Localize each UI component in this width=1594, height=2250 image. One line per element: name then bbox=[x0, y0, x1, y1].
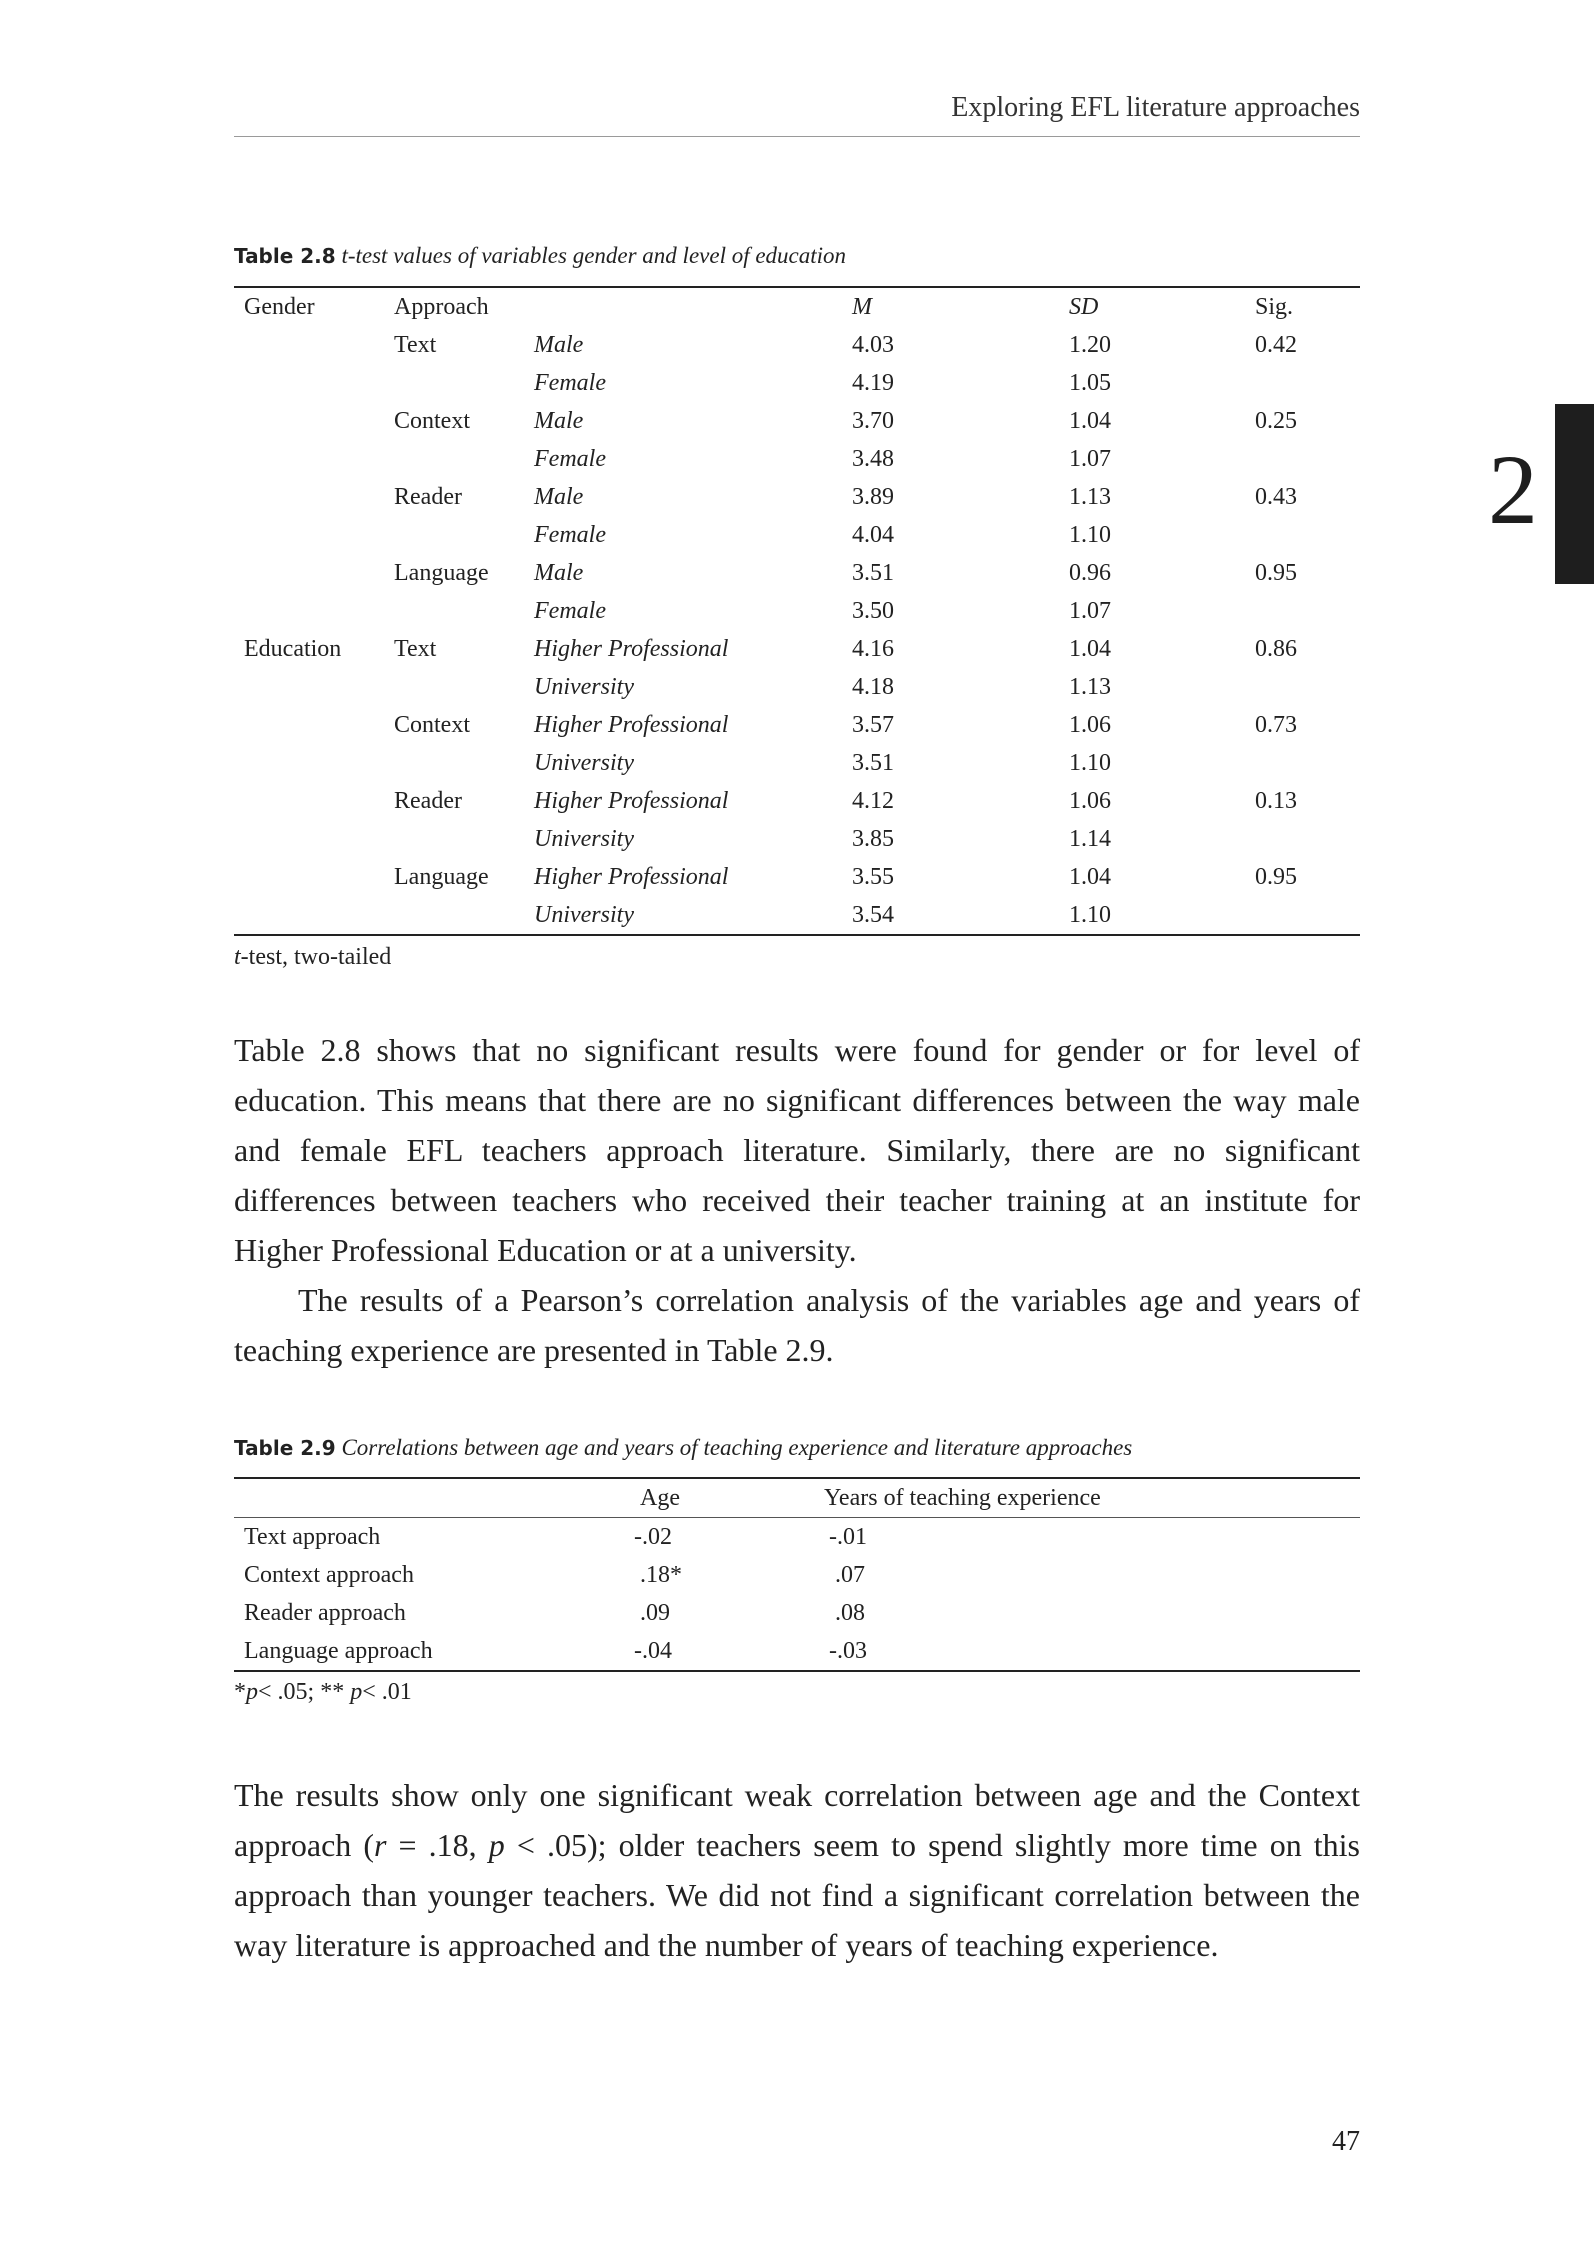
table-row bbox=[234, 1594, 1360, 1632]
paragraph-3-r: r bbox=[374, 1827, 387, 1863]
cell-sig bbox=[1245, 668, 1360, 706]
table-row bbox=[234, 782, 1360, 820]
table-2-9-label: Table 2.9 bbox=[234, 1436, 336, 1460]
cell-sig: 0.73 bbox=[1255, 711, 1297, 738]
cell-years: -.01 bbox=[829, 1523, 867, 1550]
paragraph-3-part-1: The results show only one significant weak correlation between age and the Context approach ( bbox=[234, 1777, 1360, 1863]
cell-level: Female bbox=[534, 445, 606, 472]
cell-mean: 3.85 bbox=[852, 825, 894, 852]
cell-sig bbox=[1245, 896, 1360, 935]
cell-mean: 4.16 bbox=[852, 635, 894, 662]
cell-level: Higher Professional bbox=[534, 863, 729, 890]
note-star: * bbox=[234, 1679, 246, 1705]
cell-sig: 0.95 bbox=[1255, 863, 1297, 890]
cell-sd: 1.10 bbox=[1069, 901, 1111, 928]
table-row bbox=[234, 668, 1360, 706]
cell-approach: Language bbox=[394, 863, 489, 890]
cell-sd: 1.13 bbox=[1069, 673, 1111, 700]
cell-mean: 3.51 bbox=[852, 749, 894, 776]
note-text: -test, two-tailed bbox=[240, 944, 392, 970]
cell-approach bbox=[384, 896, 524, 935]
cell-group bbox=[234, 782, 384, 820]
cell-level: Male bbox=[534, 483, 584, 510]
cell-sd: 1.04 bbox=[1069, 407, 1111, 434]
cell-mean: 3.48 bbox=[852, 445, 894, 472]
cell-approach: Text bbox=[394, 635, 437, 662]
header-mean: M bbox=[852, 293, 872, 320]
table-row bbox=[234, 630, 1360, 668]
cell-sd: 1.07 bbox=[1069, 445, 1111, 472]
header-sig: Sig. bbox=[1255, 293, 1294, 320]
cell-mean: 3.50 bbox=[852, 597, 894, 624]
chapter-tab bbox=[1555, 404, 1594, 584]
cell-group bbox=[234, 820, 384, 858]
table-2-8-note bbox=[234, 944, 391, 971]
cell-sd: 1.10 bbox=[1069, 521, 1111, 548]
cell-mean: 3.89 bbox=[852, 483, 894, 510]
table-row bbox=[234, 402, 1360, 440]
cell-group bbox=[234, 896, 384, 935]
header-group: Gender bbox=[244, 293, 315, 320]
table-2-9-note bbox=[234, 1679, 412, 1706]
table-row bbox=[234, 516, 1360, 554]
paragraph-3-part-3: < .05); older teachers seem to spend slightly more time on this approach than younger teachers. We did not find a significant correlation between the way literature is approached and the number of years of teaching experience. bbox=[234, 1827, 1360, 1963]
header-approach: Approach bbox=[394, 293, 489, 320]
cell-sd: 1.10 bbox=[1069, 749, 1111, 776]
cell-group bbox=[234, 554, 384, 592]
cell-mean: 4.19 bbox=[852, 369, 894, 396]
header-rule bbox=[234, 136, 1360, 137]
table-row bbox=[234, 744, 1360, 782]
cell-mean: 3.55 bbox=[852, 863, 894, 890]
cell-group bbox=[234, 402, 384, 440]
cell-sd: 1.06 bbox=[1069, 711, 1111, 738]
cell-approach bbox=[384, 820, 524, 858]
cell-sig: 0.86 bbox=[1255, 635, 1297, 662]
table-2-8-label: Table 2.8 bbox=[234, 244, 336, 268]
cell-approach bbox=[384, 440, 524, 478]
cell-approach: Context bbox=[394, 407, 470, 434]
cell-level: Female bbox=[534, 597, 606, 624]
table-2-8-caption bbox=[234, 243, 846, 269]
cell-years: .07 bbox=[835, 1561, 865, 1588]
cell-sig: 0.25 bbox=[1255, 407, 1297, 434]
cell-sd: 1.06 bbox=[1069, 787, 1111, 814]
cell-level: University bbox=[534, 825, 634, 852]
cell-age: .18* bbox=[640, 1561, 682, 1588]
header-level bbox=[524, 287, 842, 326]
note-p2: p bbox=[350, 1679, 363, 1705]
cell-sig bbox=[1245, 592, 1360, 630]
cell-age: -.02 bbox=[634, 1523, 672, 1550]
cell-sig: 0.13 bbox=[1255, 787, 1297, 814]
cell-group bbox=[234, 326, 384, 364]
paragraph-2: The results of a Pearson’s correlation analysis of the variables age and years of teaching experience are presented in Table 2.9. bbox=[234, 1282, 1360, 1368]
cell-mean: 3.51 bbox=[852, 559, 894, 586]
cell-approach bbox=[384, 364, 524, 402]
table-2-9-body bbox=[234, 1518, 1360, 1672]
cell-sig: 0.43 bbox=[1255, 483, 1297, 510]
cell-level: University bbox=[534, 901, 634, 928]
table-row bbox=[234, 1632, 1360, 1671]
cell-sd: 0.96 bbox=[1069, 559, 1111, 586]
cell-level: University bbox=[534, 673, 634, 700]
paragraph-3-p: p bbox=[488, 1827, 505, 1863]
note-t2: < .01 bbox=[362, 1679, 412, 1705]
cell-group bbox=[234, 440, 384, 478]
cell-group: Education bbox=[244, 635, 342, 662]
cell-group bbox=[234, 706, 384, 744]
table-row bbox=[234, 440, 1360, 478]
table-2-8-body bbox=[234, 326, 1360, 935]
cell-level: Female bbox=[534, 521, 606, 548]
cell-mean: 4.12 bbox=[852, 787, 894, 814]
cell-approach: Context bbox=[394, 711, 470, 738]
cell-mean: 4.03 bbox=[852, 331, 894, 358]
cell-level: Male bbox=[534, 407, 584, 434]
table-row bbox=[234, 706, 1360, 744]
cell-sd: 1.13 bbox=[1069, 483, 1111, 510]
cell-sd: 1.07 bbox=[1069, 597, 1111, 624]
chapter-number: 2 bbox=[1488, 434, 1538, 545]
cell-mean: 4.18 bbox=[852, 673, 894, 700]
cell-variable: Context approach bbox=[244, 1561, 414, 1588]
table-row bbox=[234, 858, 1360, 896]
cell-sd: 1.04 bbox=[1069, 863, 1111, 890]
cell-approach bbox=[384, 592, 524, 630]
cell-approach: Text bbox=[394, 331, 437, 358]
cell-group bbox=[234, 668, 384, 706]
cell-level: Higher Professional bbox=[534, 711, 729, 738]
paragraph-3-part-2: = .18, bbox=[386, 1827, 489, 1863]
header-sd: SD bbox=[1069, 293, 1099, 320]
cell-group bbox=[234, 744, 384, 782]
cell-mean: 3.54 bbox=[852, 901, 894, 928]
table-row bbox=[234, 478, 1360, 516]
cell-level: Higher Professional bbox=[534, 787, 729, 814]
cell-level: Male bbox=[534, 331, 584, 358]
cell-variable: Language approach bbox=[244, 1637, 433, 1664]
cell-group bbox=[234, 516, 384, 554]
cell-level: Female bbox=[534, 369, 606, 396]
cell-sig bbox=[1245, 516, 1360, 554]
cell-level: Higher Professional bbox=[534, 635, 729, 662]
cell-sig bbox=[1245, 440, 1360, 478]
table-2-9 bbox=[234, 1477, 1360, 1672]
cell-mean: 3.57 bbox=[852, 711, 894, 738]
cell-age: .09 bbox=[640, 1599, 670, 1626]
table-row bbox=[234, 364, 1360, 402]
table-row bbox=[234, 554, 1360, 592]
cell-age: -.04 bbox=[634, 1637, 672, 1664]
cell-sig: 0.95 bbox=[1255, 559, 1297, 586]
table-row bbox=[234, 820, 1360, 858]
cell-variable: Reader approach bbox=[244, 1599, 406, 1626]
table-row bbox=[234, 326, 1360, 364]
page-number: 47 bbox=[1332, 2126, 1360, 2157]
table-2-9-header-row bbox=[234, 1478, 1360, 1518]
cell-approach: Reader bbox=[394, 483, 462, 510]
cell-level: Male bbox=[534, 559, 584, 586]
note-t: t bbox=[234, 944, 241, 970]
header-age: Age bbox=[619, 1478, 814, 1518]
cell-group bbox=[234, 364, 384, 402]
header-years: Years of teaching experience bbox=[814, 1478, 1360, 1518]
cell-mean: 3.70 bbox=[852, 407, 894, 434]
table-2-9-title: Correlations between age and years of teaching experience and literature approaches bbox=[341, 1435, 1133, 1460]
table-2-8-title: t-test values of variables gender and level of education bbox=[341, 243, 847, 268]
cell-level: University bbox=[534, 749, 634, 776]
cell-sd: 1.14 bbox=[1069, 825, 1111, 852]
table-2-8 bbox=[234, 286, 1360, 936]
note-t1: < .05; ** bbox=[258, 1679, 351, 1705]
cell-sig bbox=[1245, 364, 1360, 402]
cell-sd: 1.20 bbox=[1069, 331, 1111, 358]
paragraph-3 bbox=[234, 1770, 1360, 1970]
note-p1: p bbox=[246, 1679, 258, 1705]
table-row bbox=[234, 1518, 1360, 1557]
cell-sig bbox=[1245, 744, 1360, 782]
cell-group bbox=[234, 858, 384, 896]
table-row bbox=[234, 592, 1360, 630]
cell-sig: 0.42 bbox=[1255, 331, 1297, 358]
cell-group bbox=[234, 592, 384, 630]
cell-years: -.03 bbox=[829, 1637, 867, 1664]
cell-variable: Text approach bbox=[244, 1523, 381, 1550]
cell-sd: 1.04 bbox=[1069, 635, 1111, 662]
cell-mean: 4.04 bbox=[852, 521, 894, 548]
table-row bbox=[234, 896, 1360, 935]
header-variable bbox=[234, 1478, 619, 1518]
paragraph-1: Table 2.8 shows that no significant results were found for gender or for level of education. This means that there are no significant differences between the way male and female EFL teachers approach literature. Similarly, there are no significant differences between teachers who received their teacher training at an institute for Higher Professional Education or at a university. bbox=[234, 1032, 1360, 1268]
cell-years: .08 bbox=[835, 1599, 865, 1626]
cell-sd: 1.05 bbox=[1069, 369, 1111, 396]
table-2-8-header-row bbox=[234, 287, 1360, 326]
running-head: Exploring EFL literature approaches bbox=[951, 92, 1360, 123]
cell-approach: Language bbox=[394, 559, 489, 586]
cell-approach: Reader bbox=[394, 787, 462, 814]
cell-sig bbox=[1245, 820, 1360, 858]
cell-approach bbox=[384, 744, 524, 782]
cell-approach bbox=[384, 668, 524, 706]
cell-approach bbox=[384, 516, 524, 554]
table-row bbox=[234, 1556, 1360, 1594]
cell-group bbox=[234, 478, 384, 516]
table-2-9-caption bbox=[234, 1435, 1132, 1461]
